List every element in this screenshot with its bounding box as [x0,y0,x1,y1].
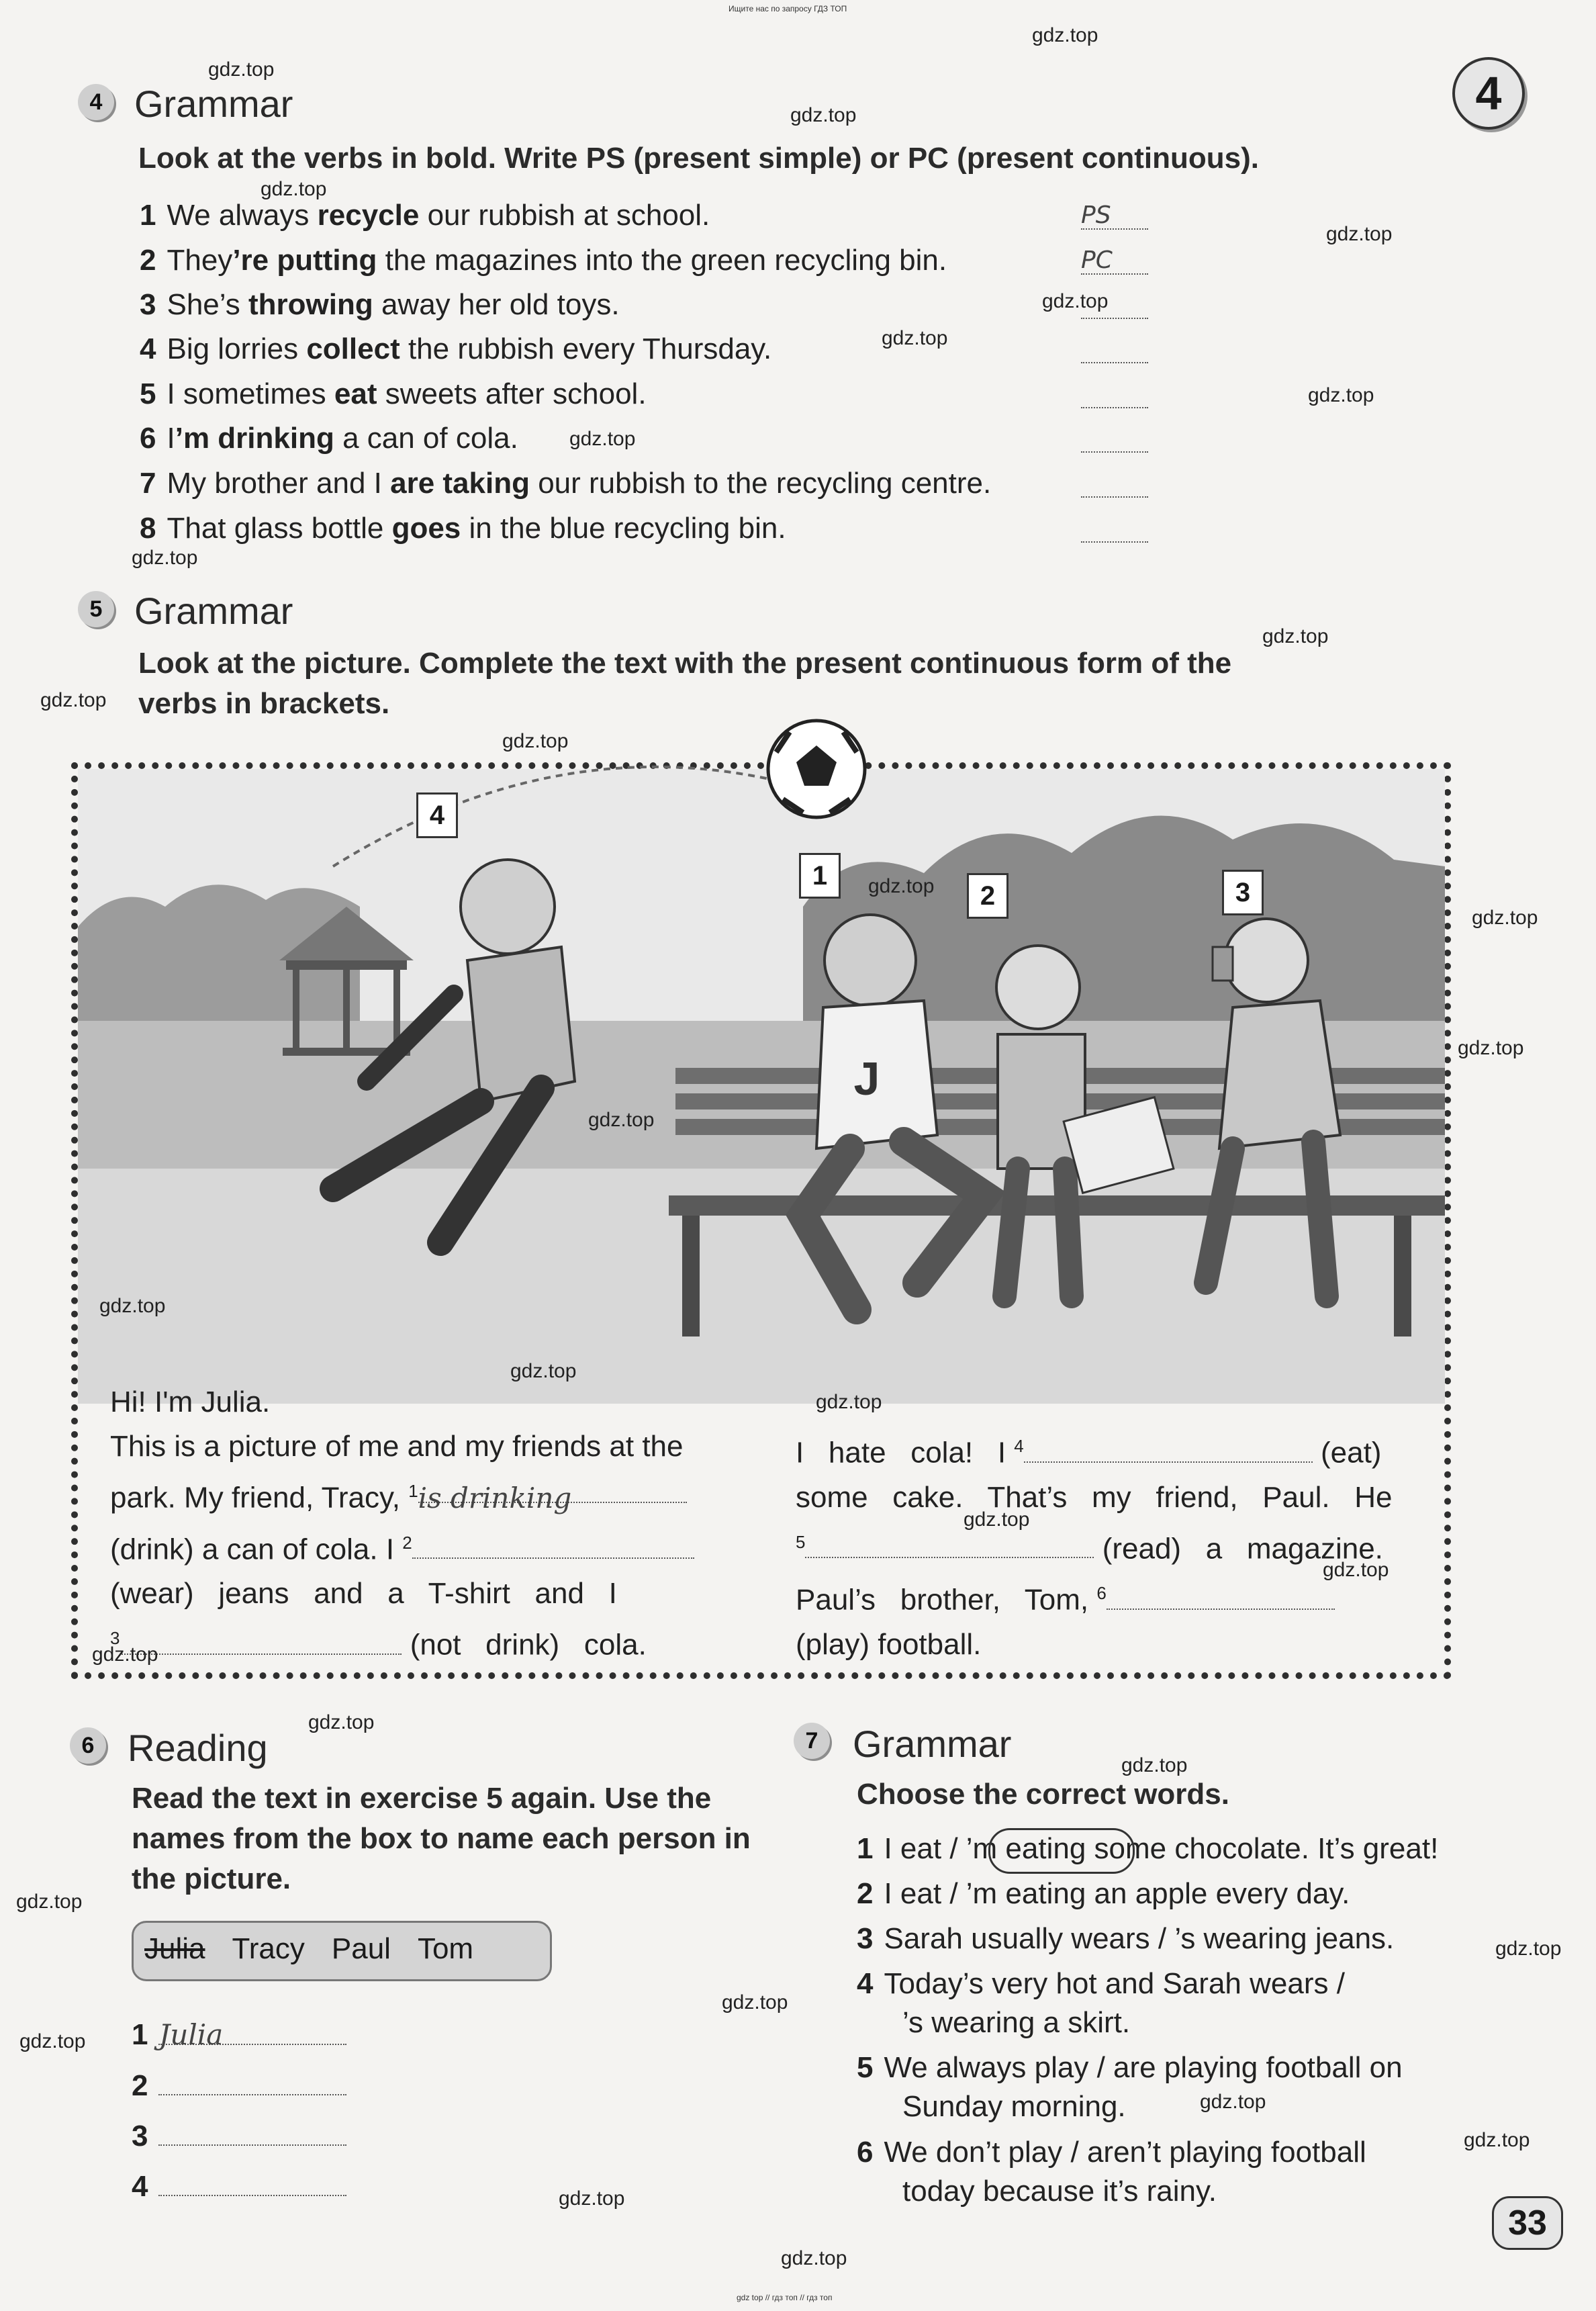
ex4-item: 8 That glass bottle goes in the blue recycling bin. [140,512,786,545]
story-line: (play) football. [796,1627,982,1661]
ex4-item: 1 We always recycle our rubbish at school. [140,199,710,232]
ex6-title: Reading [128,1727,268,1769]
watermark: gdz.top [790,104,857,126]
picture-label-3: 3 [1222,870,1264,915]
story-line: some cake. That’s my friend, Paul. He [796,1480,1393,1514]
watermark: gdz.top [1308,384,1374,406]
answer-circle [988,1828,1135,1874]
name-box [132,1921,552,1981]
ex6-answer-row: 2 [132,2069,346,2103]
watermark: gdz.top [1323,1559,1389,1581]
watermark: gdz.top [1495,1938,1562,1960]
ex7-item: 3 Sarah usually wears / ’s wearing jeans. [857,1922,1395,1955]
picture-label-4: 4 [416,792,458,838]
watermark: gdz.top [722,1991,788,2013]
watermark: gdz.top [569,428,636,450]
watermark: gdz.top [868,875,935,897]
watermark: gdz.top [1032,24,1098,46]
watermark: gdz.top [19,2030,86,2052]
park-illustration [78,705,1445,1404]
ex4-answer-field[interactable] [1081,514,1148,543]
ex4-answer-field[interactable] [1081,424,1148,453]
watermark: gdz.top [559,2187,625,2210]
watermark: gdz.top [1326,223,1393,245]
picture-label-2: 2 [967,873,1008,919]
blank-6[interactable] [1107,1583,1335,1610]
unit-badge [1452,57,1525,130]
story-line: $^5$ (read) a magazine. [796,1531,1383,1566]
ex7-number: 7 [794,1723,830,1759]
watermark: gdz.top [1472,907,1538,929]
ex7-item: 5 We always play / are playing football on [857,2051,1403,2084]
watermark: gdz.top [816,1391,882,1413]
story-line: (drink) a can of cola. I $^2$ [110,1521,721,1572]
ex4-answer-field[interactable] [1081,380,1148,408]
picture-label-1: 1 [799,853,841,899]
blank-2[interactable] [412,1532,694,1559]
ex6-answer-field[interactable]: Julia [158,2018,346,2045]
story-line: Paul’s brother, Tom, $^6$ [796,1571,1413,1623]
ex4-item: 7 My brother and I are taking our rubbish to the recycling centre. [140,467,992,500]
ex4-title: Grammar [134,83,293,125]
watermark: gdz.top [40,689,107,711]
blank-1[interactable]: is drinking [418,1476,687,1503]
bottom-notice: gdz top // гдз топ // гдз топ [737,2293,833,2302]
ex4-item: 3 She’s throwing away her old toys. [140,288,620,321]
watermark: gdz.top [1464,2129,1530,2151]
ex7-item-cont: ’s wearing a skirt. [902,2006,1131,2039]
watermark: gdz.top [208,58,275,81]
watermark: gdz.top [1262,625,1329,647]
ex4-item: 6 I’m drinking a can of cola. [140,422,518,455]
ex5-number: 5 [78,591,114,627]
ex4-answer-field[interactable]: PC [1081,246,1148,275]
watermark: gdz.top [16,1891,83,1913]
watermark: gdz.top [92,1643,158,1666]
ex4-instruction: Look at the verbs in bold. Write PS (present simple) or PC (present continuous). [138,142,1259,175]
story-left [110,1380,721,1668]
name-chip: Tom [417,1932,474,1965]
watermark: gdz.top [132,547,198,569]
watermark: gdz.top [964,1508,1030,1531]
watermark: gdz.top [882,327,948,349]
ex5-instruction-line1: Look at the picture. Complete the text with the present continuous form of the [138,647,1232,680]
blank-5[interactable] [805,1531,1094,1558]
watermark: gdz.top [1121,1754,1188,1776]
name-chip: Paul [331,1932,391,1965]
top-notice: Ищите нас по запросу ГДЗ ТОП [729,4,847,13]
story-right [796,1424,1413,1667]
story-line: This is a picture of me and my friends at the [110,1430,684,1463]
watermark: gdz.top [510,1360,577,1382]
ex6-instruction: Read the text in exercise 5 again. Use the names from the box to name each person in the picture. [132,1782,751,1895]
ex7-instruction: Choose the correct words. [857,1778,1230,1811]
story-line: $^3$ (not drink) cola. [110,1628,647,1662]
ex5-title: Grammar [134,590,293,632]
page-number: 33 [1492,2196,1563,2250]
ex6-number: 6 [70,1727,106,1764]
story-line: Hi! I'm Julia. [110,1386,271,1418]
ex6-answer-field[interactable] [158,2069,346,2095]
ex6-answer-field[interactable] [158,2119,346,2146]
ex7-item-cont: Sunday morning. [902,2090,1126,2123]
watermark: gdz.top [99,1295,166,1317]
watermark: gdz.top [261,178,327,200]
ex7-item: 1 I eat / ’m eating some chocolate. It’s great! [857,1832,1439,1865]
ex4-number: 4 [78,84,114,120]
watermark: gdz.top [1458,1037,1524,1059]
shirt-letter: J [853,1052,880,1105]
story-line: (wear) jeans and a T-shirt and I [110,1577,617,1611]
ex6-answer-field[interactable] [158,2169,346,2196]
ex6-answer-row: 4 [132,2169,346,2204]
ex7-item: 6 We don’t play / aren’t playing football [857,2136,1366,2169]
story-line: park. My friend, Tracy, $^1$is drinking [110,1469,721,1521]
watermark: gdz.top [502,730,569,752]
ex4-answer-field[interactable]: PS [1081,201,1148,230]
name-chip: Tracy [232,1932,305,1965]
ex5-instruction-line2: verbs in brackets. [138,687,390,720]
ex4-item: 5 I sometimes eat sweets after school. [140,377,647,410]
ex7-item: 2 I eat / ’m eating an apple every day. [857,1877,1350,1910]
ex4-answer-field[interactable] [1081,469,1148,498]
watermark: gdz.top [781,2247,847,2269]
ex6-answer-row: 1 Julia [132,2018,346,2052]
watermark: gdz.top [308,1711,375,1733]
watermark: gdz.top [1200,2091,1266,2113]
blank-3[interactable] [120,1628,402,1655]
story-line: I hate cola! I $^4$ (eat) [796,1436,1382,1469]
football [768,721,865,817]
ex7-item-cont: today because it’s rainy. [902,2175,1217,2208]
ex7-title: Grammar [853,1723,1012,1765]
name-chip: Julia [144,1932,205,1965]
ex4-answer-field[interactable] [1081,335,1148,363]
blank-4[interactable] [1024,1436,1313,1463]
ex4-item: 4 Big lorries collect the rubbish every Thursday. [140,332,772,365]
unit-number: 4 [1475,67,1502,120]
ex7-item: 4 Today’s very hot and Sarah wears / [857,1967,1345,2000]
ex6-answer-row: 3 [132,2119,346,2153]
ex4-item: 2 They’re putting the magazines into the green recycling bin. [140,244,947,277]
watermark: gdz.top [588,1109,655,1131]
watermark: gdz.top [1042,290,1109,312]
